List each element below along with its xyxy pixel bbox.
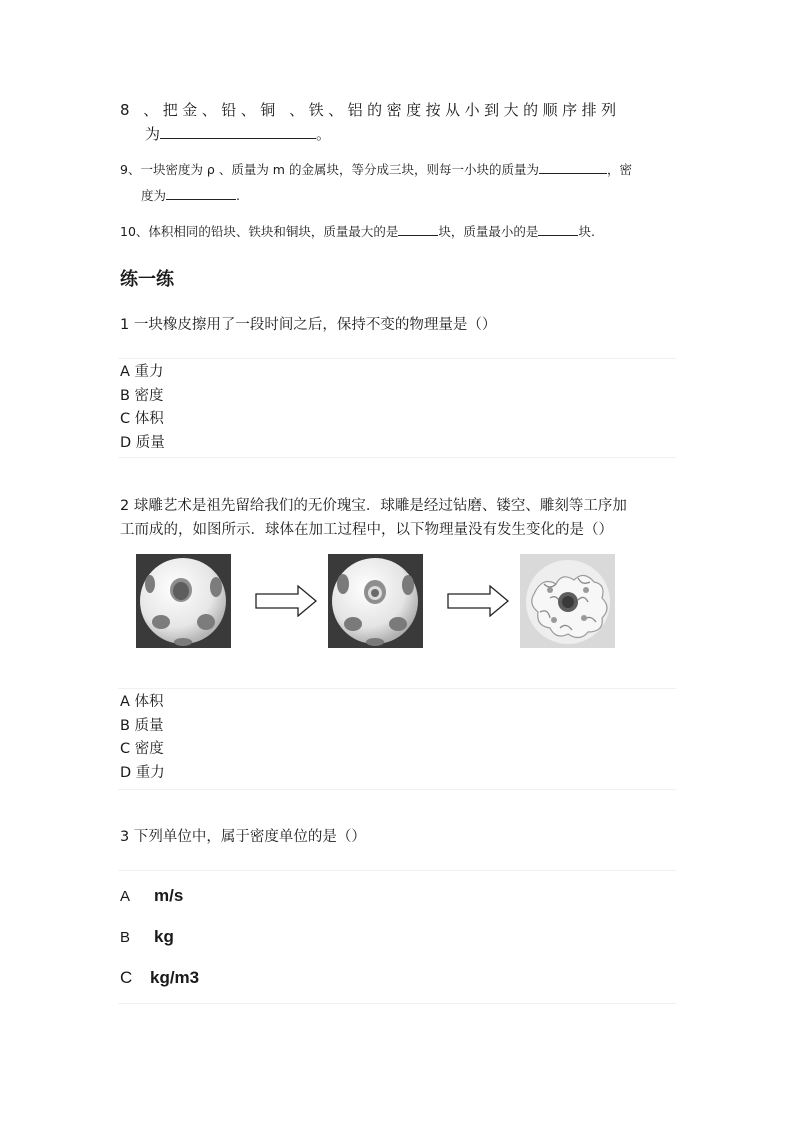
question-2-options <box>118 688 676 790</box>
question-8-line2-suffix: 。 <box>316 125 332 143</box>
practice-question-2-line1: 2 球雕艺术是祖先留给我们的无价瑰宝．球雕是经过钻磨、镂空、雕刻等工序加 <box>120 498 627 514</box>
sphere-photo-stage-3 <box>520 554 615 648</box>
option-c[interactable] <box>118 957 676 998</box>
option-unit: kg/m3 <box>150 968 200 987</box>
question-9-line1-suffix: ，密 <box>606 162 632 177</box>
question-1-options <box>118 358 676 458</box>
practice-question-3: 3 下列单位中，属于密度单位的是（） <box>120 829 366 845</box>
option-unit: m/s <box>154 886 184 905</box>
question-9-text: 9、一块密度为 ρ 、质量为 m 的金属块，等分成三块，则每一小块的质量为 <box>120 162 539 177</box>
arrow-right-icon <box>255 585 317 617</box>
option-c[interactable]: C 体积 <box>120 411 164 427</box>
option-b[interactable]: B 质量 <box>120 717 164 734</box>
question-9-line2-prefix: 度为 <box>141 188 167 203</box>
question-8-line1: 8 、把金、铅、铜 、铁、铝的密度按从小到大的顺序排列 <box>120 101 621 119</box>
option-b[interactable] <box>118 916 676 957</box>
option-letter: A <box>120 888 131 905</box>
question-3-options <box>118 870 676 1004</box>
option-d[interactable]: D 重力 <box>120 764 165 781</box>
sphere-photo-stage-1 <box>136 554 231 648</box>
answer-blank[interactable] <box>160 124 316 139</box>
question-10-middle: 块，质量最小的是 <box>438 224 539 239</box>
question-9-line1 <box>120 160 632 178</box>
practice-question-2-line2: 工而成的，如图所示．球体在加工过程中，以下物理量没有发生变化的是（） <box>120 522 613 538</box>
option-c[interactable]: C 密度 <box>120 741 164 757</box>
question-9-line2 <box>141 186 240 204</box>
option-b[interactable]: B 密度 <box>120 387 164 404</box>
question-10-suffix: 块. <box>578 224 595 239</box>
answer-blank[interactable] <box>166 188 236 200</box>
section-title: 练一练 <box>120 269 174 290</box>
sphere-photo-stage-2 <box>328 554 423 648</box>
option-unit: kg <box>154 927 174 946</box>
practice-question-1: 1 一块橡皮擦用了一段时间之后，保持不变的物理量是（） <box>120 317 497 333</box>
option-a[interactable] <box>118 875 676 916</box>
option-letter: C <box>120 968 133 987</box>
answer-blank[interactable] <box>539 162 607 174</box>
option-a[interactable]: A 重力 <box>120 364 164 380</box>
question-10 <box>120 222 595 240</box>
option-letter: B <box>120 929 131 946</box>
arrow-right-icon <box>447 585 509 617</box>
option-d[interactable]: D 质量 <box>120 434 165 451</box>
question-9-line2-suffix: . <box>236 188 240 203</box>
answer-blank[interactable] <box>398 224 438 236</box>
question-8-line2 <box>145 123 331 144</box>
question-10-prefix: 10、体积相同的铅块、铁块和铜块，质量最大的是 <box>120 224 399 239</box>
option-a[interactable]: A 体积 <box>120 694 164 710</box>
question-8-line2-prefix: 为 <box>145 125 161 143</box>
answer-blank[interactable] <box>538 224 578 236</box>
